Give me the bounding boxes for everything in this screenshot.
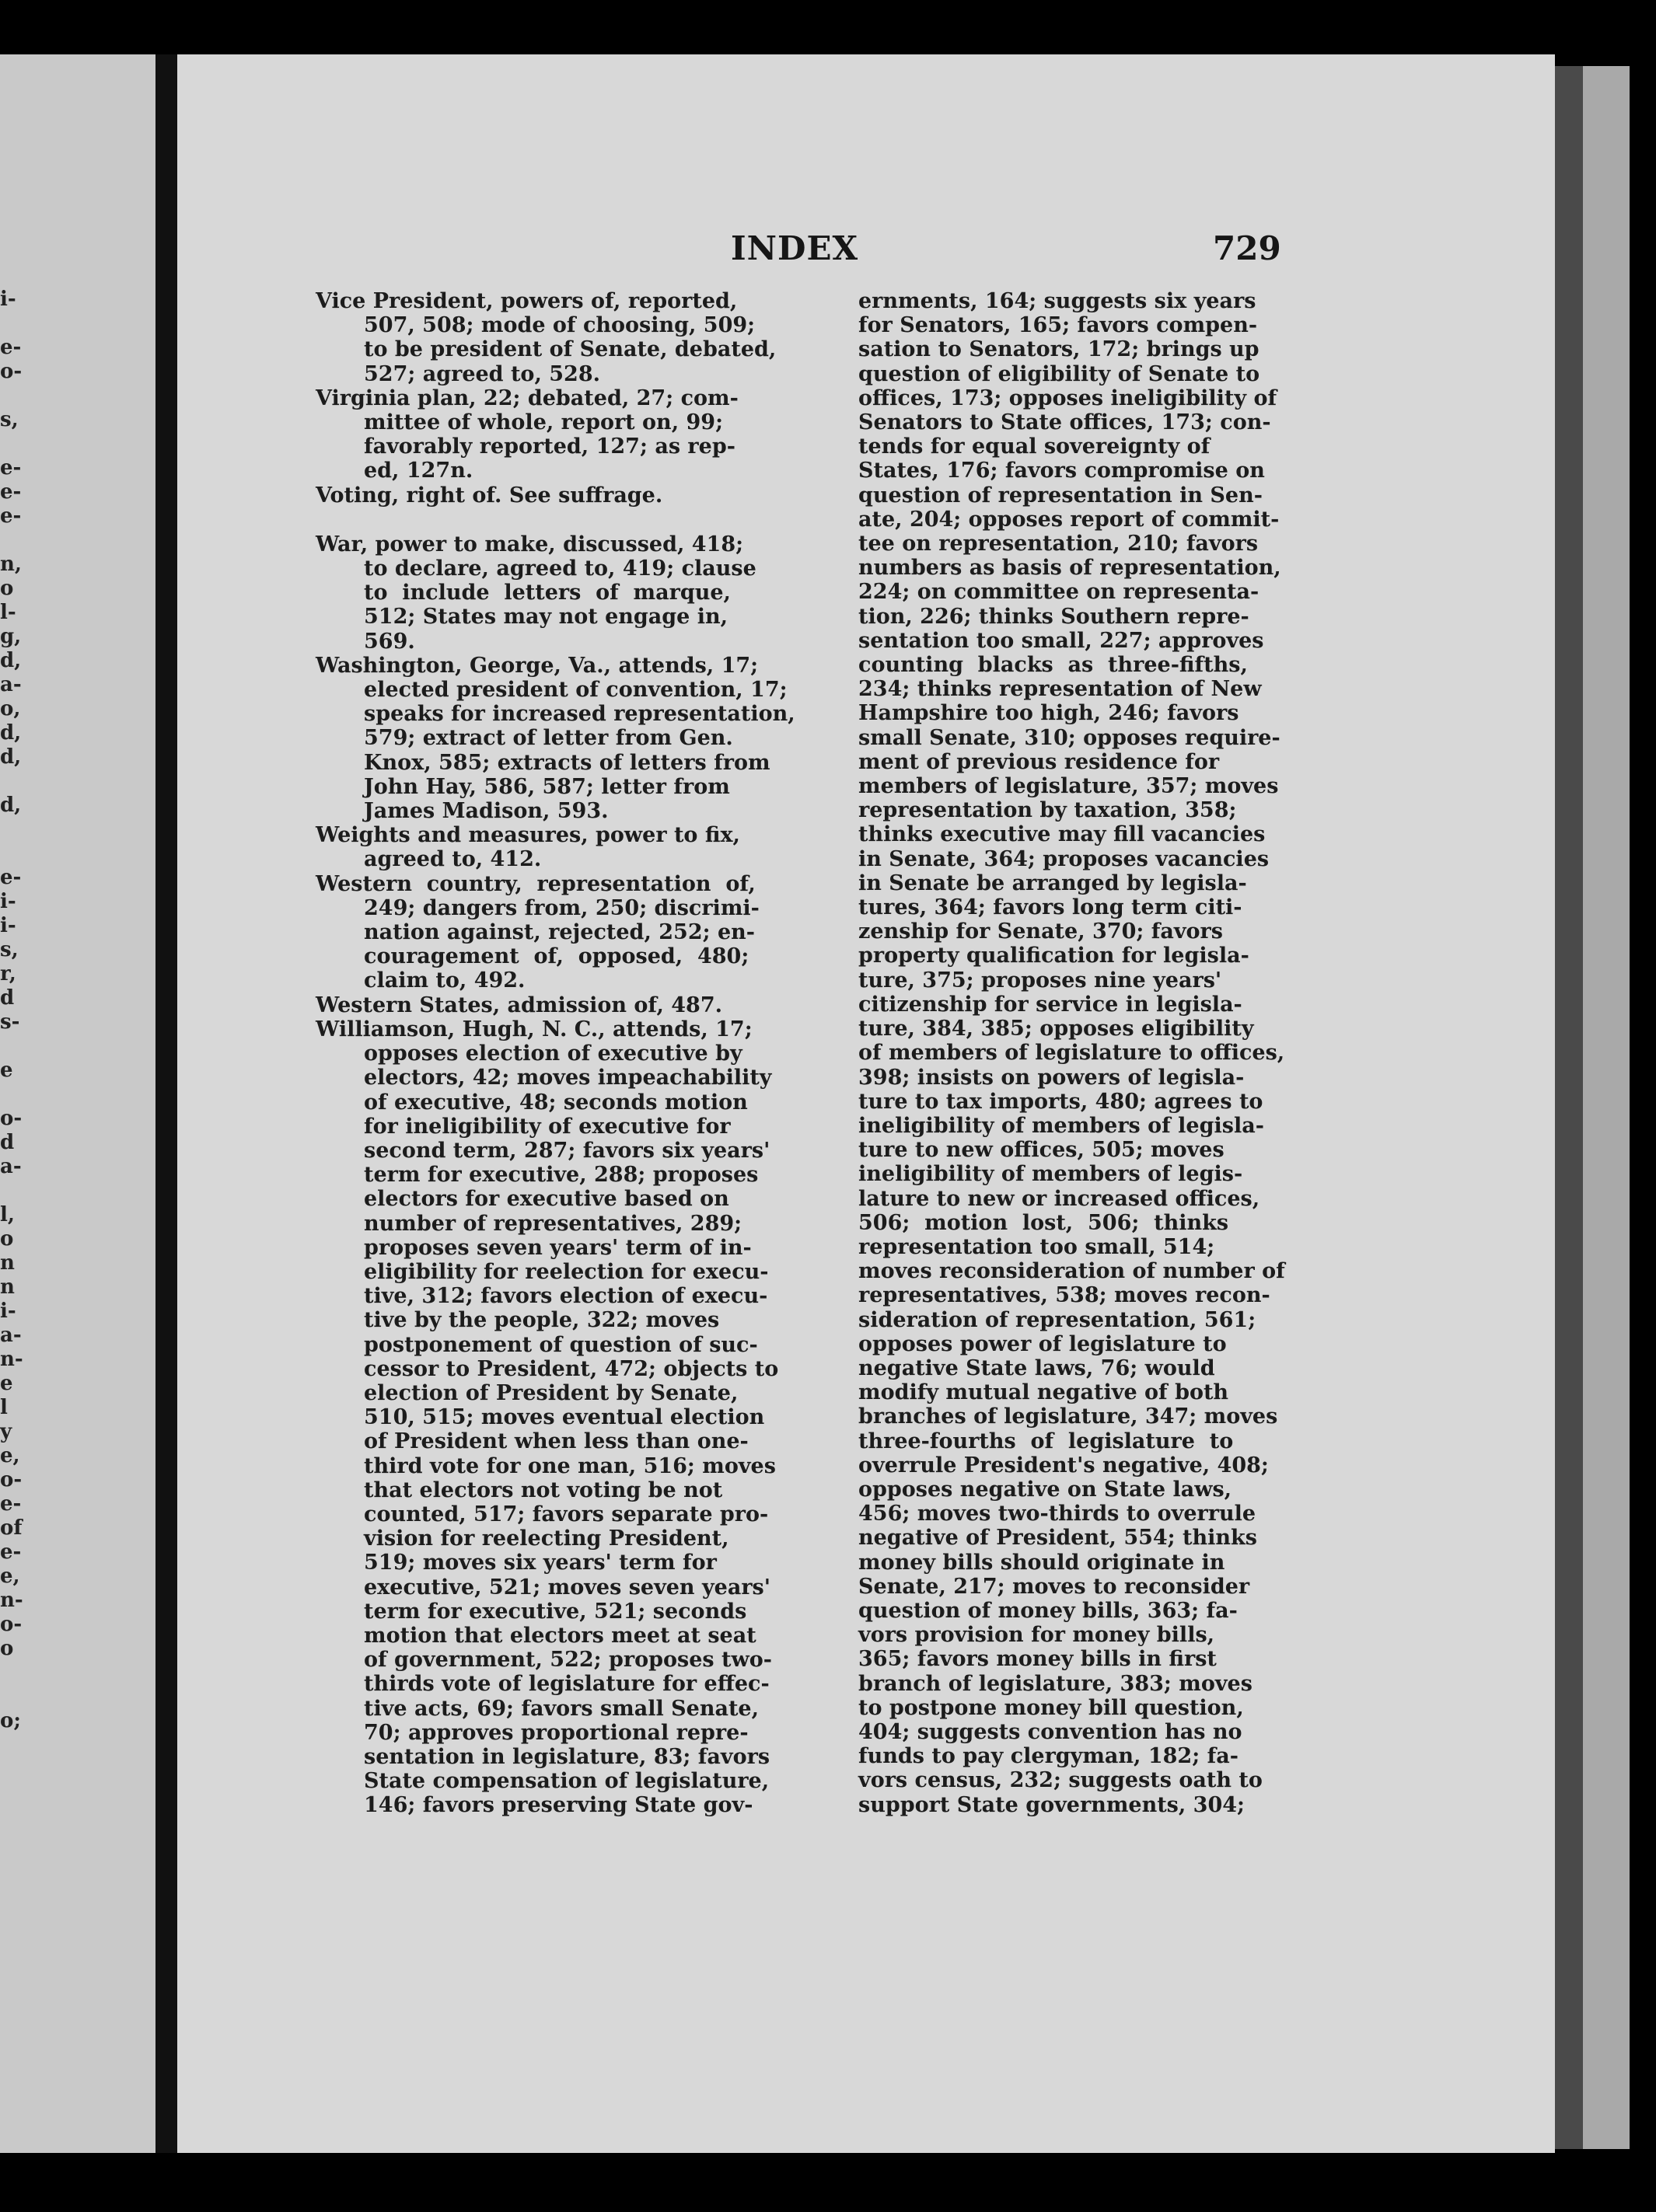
index-entry-heading-line: Western country, representation of, [316,871,756,896]
previous-page-fragment: o, [0,697,21,720]
previous-page-fragment: s, [0,938,19,961]
index-entry-line: sentation in legislature, 83; favors [364,1744,770,1769]
index-entry-line: 512; States may not engage in, [364,605,728,630]
index-entry-line: negative of President, 554; thinks [858,1526,1257,1551]
index-entry [316,653,795,824]
previous-page-fragment: l, [0,1203,15,1226]
index-entry-line: Senate, 217; moves to reconsider [858,1574,1250,1599]
index-entry-line: vors provision for money bills, [858,1623,1215,1648]
index-entry-line: sation to Senators, 172; brings up [858,337,1259,362]
index-entry-line: in Senate be arranged by legisla- [858,870,1247,895]
index-entry-line: ate, 204; opposes report of commit- [858,507,1280,532]
previous-page-fragment [0,842,31,866]
index-entry-line: couragement of, opposed, 480; [364,944,749,969]
previous-page-fragment: e, [0,1444,20,1467]
previous-page-fragment: o [0,1227,14,1251]
index-entry-line: 365; favors money bills in first [858,1647,1217,1672]
previous-page-fragment: d [0,1131,15,1154]
previous-page-fragment [0,432,31,456]
previous-page-text-fragments [0,288,31,1733]
index-entry-line: postponement of question of suc- [364,1332,758,1357]
index-entry-heading-line: Voting, right of. See suffrage. [316,483,663,508]
index-entry-line: executive, 521; moves seven years' [364,1575,771,1600]
index-entry-line: of government, 522; proposes two- [364,1648,772,1673]
index-entry-line: favorably reported, 127; as rep- [364,434,735,459]
index-entry-line: tends for equal sovereignty of [858,434,1211,459]
index-entry-line: tures, 364; favors long term citi- [858,895,1242,920]
index-entry-line: second term, 287; favors six years' [364,1138,770,1163]
page-edge-shadow [1555,66,1583,2149]
index-entry-line: speaks for increased representation, [364,702,795,727]
previous-page-edge [0,54,155,2161]
index-entry [316,483,782,508]
index-entry-line: tee on representation, 210; favors [858,532,1259,556]
index-entry [316,1017,782,1818]
previous-page-fragment: i- [0,914,16,937]
previous-page-fragment: o; [0,1709,21,1732]
index-entry-line: funds to pay clergyman, 182; fa- [858,1744,1239,1769]
index-entry-line: counting blacks as three-fifths, [858,653,1248,678]
index-entry-line: support State governments, 304; [858,1792,1245,1817]
previous-page-fragment: n- [0,1348,23,1371]
index-entry-line: to declare, agreed to, 419; clause [364,556,756,581]
index-entry-line: 510, 515; moves eventual election [364,1405,765,1430]
previous-page-fragment: d, [0,721,22,745]
previous-page-fragment: of [0,1516,23,1540]
index-entry-line: 234; thinks representation of New [858,677,1262,702]
previous-page-fragment [0,1661,31,1685]
previous-page-fragment: a- [0,673,22,696]
index-entry-line: vors census, 232; suggests oath to [858,1768,1263,1793]
index-entry-line: of executive, 48; seconds motion [364,1090,748,1115]
index-entry [316,993,782,1017]
previous-page-fragment: o- [0,1613,23,1636]
previous-page-fragment: e [0,1372,13,1395]
index-entry-line: cessor to President, 472; objects to [364,1356,779,1381]
index-entry [316,872,782,993]
index-entry-line: to include letters of marque, [364,581,731,605]
index-entry-line: moves reconsideration of number of [858,1259,1285,1284]
previous-page-fragment: e- [0,480,22,504]
index-entry-line: agreed to, 412. [364,847,542,872]
index-entry-heading-line: War, power to make, discussed, 418; [316,532,744,556]
index-entry-line: 398; insists on powers of legisla- [858,1065,1245,1090]
index-entry-line: third vote for one man, 516; moves [364,1453,776,1478]
index-entry-line: ture to tax imports, 480; agrees to [858,1089,1263,1114]
index-entry-line: ernments, 164; suggests six years [858,289,1256,313]
index-entry-line: ineligibility of members of legisla- [858,1113,1264,1138]
previous-page-fragment [0,1034,31,1059]
previous-page-fragment: l- [0,601,16,624]
previous-page-fragment: r, [0,962,16,986]
index-entry-line: opposes power of legislature to [858,1331,1227,1356]
index-entry-heading-line: Weights and measures, power to fix, [316,823,740,848]
index-entry-line: ture, 384, 385; opposes eligibility [858,1017,1254,1041]
previous-page-fragment: e, [0,1565,20,1588]
index-entry-line: numbers as basis of representation, [858,556,1281,581]
index-entry-line: John Hay, 586, 587; letter from [364,774,730,799]
previous-page-fragment: a- [0,1324,22,1347]
index-entry-line: members of legislature, 357; moves [858,774,1279,799]
index-entry-line: 456; moves two-thirds to overrule [858,1502,1256,1526]
previous-page-fragment [0,1083,31,1107]
index-entry-line: electors for executive based on [364,1187,729,1212]
previous-page-fragment: e- [0,1492,22,1516]
previous-page-fragment: s- [0,1010,20,1034]
index-entry-line: 507, 508; mode of choosing, 509; [364,313,756,338]
index-entry-line: motion that electors meet at seat [364,1623,756,1648]
previous-page-fragment: o [0,1637,14,1660]
index-entry-line: Senators to State offices, 173; con- [858,410,1271,435]
previous-page-fragment: d, [0,649,22,672]
previous-page-fragment: o- [0,1468,23,1492]
index-entry-line: counted, 517; favors separate pro- [364,1502,769,1526]
previous-page-fragment: n- [0,1589,23,1612]
index-entry-line: ed, 127n. [364,459,473,483]
index-entry-heading-line: Vice President, powers of, reported, [316,289,738,313]
index-entry-line: 569. [364,629,415,654]
previous-page-fragment [0,818,31,842]
index-entry-line: James Madison, 593. [364,799,609,824]
previous-page-fragment: e- [0,456,22,480]
index-entry-line: representatives, 538; moves recon- [858,1283,1270,1308]
previous-page-fragment: o- [0,360,23,383]
index-entry-line: question of representation in Sen- [858,483,1263,508]
previous-page-fragment [0,1179,31,1203]
previous-page-fragment [0,312,31,336]
index-entry-line: election of President by Senate, [364,1380,739,1405]
index-entry-line: 506; motion lost, 506; thinks [858,1210,1229,1235]
previous-page-fragment: e- [0,336,22,359]
index-entry-line: for ineligibility of executive for [364,1114,731,1139]
previous-page-fragment: g, [0,625,22,648]
index-entry-line: 70; approves proportional repre- [364,1720,749,1745]
index-column-right [858,289,1285,1817]
index-entry-line: branches of legislature, 347; moves [858,1404,1278,1429]
index-entry-line: 404; suggests convention has no [858,1719,1242,1744]
index-entry-line: citizenship for service in legisla- [858,992,1242,1017]
index-entry-line: thirds vote of legislature for effec- [364,1672,770,1697]
index-entry-line: negative State laws, 76; would [858,1355,1215,1380]
index-column-left [316,289,795,1818]
letter-group-gap [316,508,782,532]
index-entry-line: Hampshire too high, 246; favors [858,701,1239,726]
previous-page-fragment: i- [0,1300,16,1323]
index-entry-line: lature to new or increased offices, [858,1186,1260,1211]
index-entry-line: question of money bills, 363; fa- [858,1598,1238,1623]
index-entry-line: eligibility for reelection for execu- [364,1259,769,1284]
previous-page-fragment [0,384,31,408]
previous-page-fragment [0,1685,31,1709]
index-entry-line: of members of legislature to offices, [858,1041,1285,1066]
index-entry-line: proposes seven years' term of in- [364,1235,752,1260]
scan-border-top [0,0,1656,62]
index-entry-line: opposes negative on State laws, [858,1477,1232,1502]
index-entry-line: opposes election of executive by [364,1041,742,1066]
previous-page-fragment: e- [0,504,22,528]
index-entry-line: ineligibility of members of legis- [858,1162,1243,1187]
page-edge-fore [1583,66,1630,2149]
previous-page-fragment: d, [0,745,22,769]
index-entry-line: ture to new offices, 505; moves [858,1138,1225,1163]
previous-page-fragment: n [0,1251,15,1275]
index-entry [316,532,782,654]
index-entry-line: 224; on committee on representa- [858,580,1259,605]
index-entry-line: sentation too small, 227; approves [858,628,1264,653]
index-entry-line: sideration of representation, 561; [858,1307,1256,1332]
index-entry-heading-line: Williamson, Hugh, N. C., attends, 17; [316,1017,753,1041]
previous-page-fragment: e- [0,866,22,889]
index-entry-line: 249; dangers from, 250; discrimi- [364,895,760,920]
index-entry-line: representation by taxation, 358; [858,798,1237,823]
index-entry-line: that electors not voting be not [364,1478,723,1502]
index-entry-line: number of representatives, 289; [364,1211,742,1236]
index-entry-line: tive by the people, 322; moves [364,1308,720,1333]
index-entry-line: property qualification for legisla- [858,944,1249,968]
index-entry-line: electors, 42; moves impeachability [364,1066,772,1090]
previous-page-fragment: o- [0,1107,23,1130]
previous-page-fragment [0,529,31,553]
index-entry-line: branch of legislature, 383; moves [858,1671,1252,1696]
index-entry-line: thinks executive may fill vacancies [858,822,1266,847]
previous-page-fragment: s, [0,408,19,431]
index-entry [316,823,782,871]
index-entry-line: overrule President's negative, 408; [858,1453,1269,1478]
index-entry-line: elected president of convention, 17; [364,678,788,703]
index-entry-heading-line: Virginia plan, 22; debated, 27; com- [316,386,739,410]
index-entry-line: ture, 375; proposes nine years' [858,968,1222,993]
index-entry [316,289,782,386]
index-entry-line: mittee of whole, report on, 99; [364,410,724,435]
running-head: INDEX [731,229,859,267]
index-entry-line: small Senate, 310; opposes require- [858,725,1280,750]
index-entry-line: States, 176; favors compromise on [858,459,1265,483]
index-entry-line: term for executive, 288; proposes [364,1163,759,1188]
index-entry-line: of President when less than one- [364,1429,749,1454]
scan-border-bottom [0,2153,1656,2212]
index-entry-line: term for executive, 521; seconds [364,1599,747,1624]
page-number: 729 [1213,229,1281,267]
previous-page-fragment: i- [0,288,16,311]
index-entry-line: tive, 312; favors election of execu- [364,1284,768,1309]
previous-page-fragment: e- [0,1540,22,1564]
index-entry-line: State compensation of legislature, [364,1769,770,1794]
previous-page-fragment: n, [0,553,22,576]
previous-page-fragment: l [0,1396,8,1419]
index-entry-heading-line: Washington, George, Va., attends, 17; [316,653,759,678]
previous-page-fragment: d [0,986,15,1010]
index-entry-line: ment of previous residence for [858,749,1220,774]
index-entry-line: modify mutual negative of both [858,1380,1229,1405]
index-entry-line: vision for reelecting President, [364,1526,729,1551]
previous-page-fragment [0,769,31,794]
index-entry-line: tion, 226; thinks Southern repre- [858,604,1249,629]
index-entry-line: for Senators, 165; favors compen- [858,313,1258,338]
previous-page-fragment: a- [0,1155,22,1178]
index-entry-line: nation against, rejected, 252; en- [364,920,755,945]
index-entry-heading-line: Western States, admission of, 487. [316,993,723,1017]
previous-page-fragment: i- [0,890,16,913]
index-entry-line: 527; agreed to, 528. [364,361,601,386]
index-entry-line: 579; extract of letter from Gen. [364,726,733,751]
index-entry-line: question of eligibility of Senate to [858,361,1260,386]
index-entry-line: money bills should originate in [858,1550,1225,1575]
index-entry-line: representation too small, 514; [858,1234,1215,1259]
index-entry-line: tive acts, 69; favors small Senate, [364,1696,760,1721]
index-entry-line: 146; favors preserving State gov- [364,1793,753,1818]
index-entry-line: to be president of Senate, debated, [364,337,777,362]
previous-page-fragment: y [0,1420,12,1443]
index-entry-line: Knox, 585; extracts of letters from [364,750,770,775]
index-entry-line: to postpone money bill question, [858,1695,1244,1720]
index-entry-line: zenship for Senate, 370; favors [858,919,1223,944]
index-entry-line: three-fourths of legislature to [858,1429,1234,1453]
previous-page-fragment: e [0,1059,13,1082]
previous-page-fragment: n [0,1275,15,1299]
previous-page-fragment: d, [0,794,22,817]
index-entry-line: 519; moves six years' term for [364,1551,717,1575]
book-gutter [155,54,177,2161]
index-entry-line: in Senate, 364; proposes vacancies [858,846,1270,871]
previous-page-fragment: o [0,577,14,600]
index-entry [316,386,782,483]
index-entry-line: offices, 173; opposes ineligibility of [858,386,1277,410]
index-entry-line: claim to, 492. [364,968,526,993]
